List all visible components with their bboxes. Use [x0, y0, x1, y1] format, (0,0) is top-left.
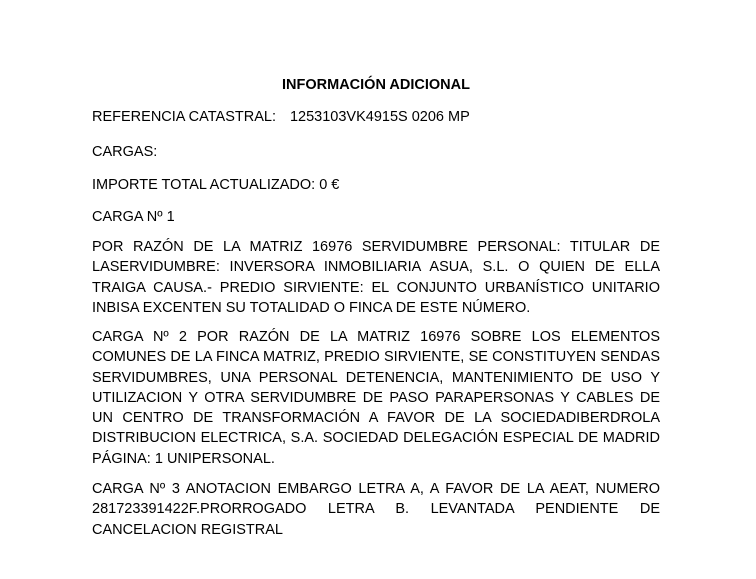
referencia-catastral [92, 108, 660, 126]
referencia-value: 1253103VK4915S 0206 MP [289, 109, 470, 125]
carga2-paragraph: CARGA Nº 2 POR RAZÓN DE LA MATRIZ 16976 SOBRE LOS ELEMENTOS COMUNES DE LA FINCA MATRIZ, PREDIO SIRVIENTE, SE CONSTITUYEN SENDAS SERVIDUMBRES, UNA PERSONAL DETENENCIA, MANTENIMIENTO DE USO Y UTILIZACION Y OTRA SERVIDUMBRE DE PASO PARAPERSONAS Y CABLES DE UN CENTRO DE TRANSFORMACIÓN A FAVOR DE LA SOCIEDADIBERDROLA DISTRIBUCION ELECTRICA, S.A. SOCIEDAD DELEGACIÓN ESPECIAL DE MADRID PÁGINA: 1 UNIPERSONAL. [92, 329, 660, 467]
importe-total: IMPORTE TOTAL ACTUALIZADO: 0 € [92, 177, 340, 193]
carga1-heading: CARGA Nº 1 [92, 209, 175, 225]
referencia-label: REFERENCIA CATASTRAL: [92, 109, 276, 125]
carga3-paragraph: CARGA Nº 3 ANOTACION EMBARGO LETRA A, A FAVOR DE LA AEAT, NUMERO 281723391422F.PRORROGADO LETRA B. LEVANTADA PENDIENTE DE CANCELACION REGISTRAL [92, 481, 660, 538]
carga1-paragraph: POR RAZÓN DE LA MATRIZ 16976 SERVIDUMBRE PERSONAL: TITULAR DE LASERVIDUMBRE: INVERSORA INMOBILIARIA ASUA, S.L. O QUIEN DE ELLA TRAIGA CAUSA.- PREDIO SIRVIENTE: EL CONJUNTO URBANÍSTICO UNITARIO INBISA EXCENTEN SU TOTALIDAD O FINCA DE ESTE NÚMERO. [92, 239, 660, 316]
page-title: INFORMACIÓN ADICIONAL [282, 77, 470, 93]
cargas-label: CARGAS: [92, 144, 158, 160]
